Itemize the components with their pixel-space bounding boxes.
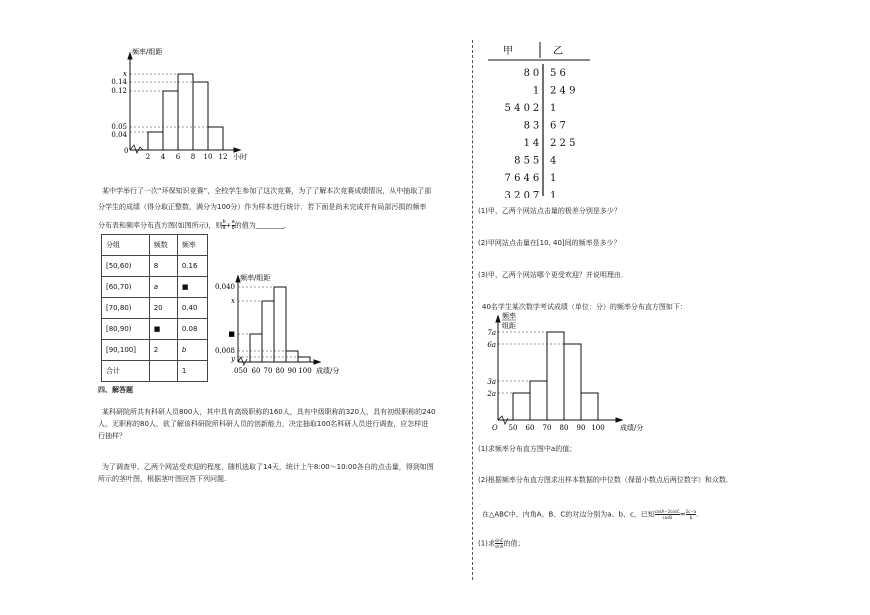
problem1-line3: 分布表和频率分布直方图(如图所示)，则 $\frac{b}{a}$ + $\frac{a}{b}$ 的值为________．: [98, 219, 291, 231]
xtick: 70: [542, 424, 552, 432]
ytick: 2a: [487, 390, 496, 398]
xtick: 50: [238, 367, 248, 375]
table-row: [80,90) ■ 0.08: [102, 319, 208, 340]
stem-leaf-right-leaves: 6 7: [550, 120, 566, 132]
problem3-text: 为了调查甲、乙两个网站受欢迎的程度，随机选取了14天，统计上午8:00～10:00各自的点击量，得到如图 所示的茎叶图，根据茎叶图回答下列问题.: [98, 463, 434, 483]
xtick: 90: [576, 424, 586, 432]
table-header-row: [102, 235, 208, 256]
table-row: 合计 1: [102, 361, 208, 382]
question3-1: (1)甲、乙两个网站点击量的极差分别是多少？: [478, 207, 621, 215]
ytick: 6a: [487, 341, 496, 349]
xtick: 12: [218, 153, 228, 161]
stem-leaf-right-leaves: 1: [550, 103, 557, 114]
fraction: $\frac{b}{a}$: [222, 219, 226, 231]
fraction: $\frac{2c-a}{b}$: [685, 509, 697, 520]
bar-8-10: [193, 82, 208, 150]
table-row: [90,100] 2 b: [102, 340, 208, 361]
y-axis-label: 频率/组距: [132, 48, 163, 56]
y-axis-label: 频率: [502, 312, 516, 320]
stem-leaf-stem: 3: [532, 120, 540, 132]
x-axis-unit: 成绩/分: [620, 424, 644, 432]
xtick: 0: [124, 147, 129, 155]
problem1-line2: 分学生的成绩（得分取正整数，满分为100分）作为样本进行统计．若下面是尚未完成并有局部污损的频率: [98, 203, 427, 211]
stem-leaf-stem: 5: [532, 155, 540, 167]
stem-leaf-head-right: 乙: [553, 46, 563, 57]
xtick: 90: [287, 367, 297, 375]
bar-80-90: [564, 344, 581, 420]
xtick: 8: [190, 153, 196, 161]
stem-leaf-left-leaves: 8 5: [514, 155, 530, 167]
stem-leaf-left-leaves: 8: [523, 120, 530, 132]
stem-leaf-right-leaves: 2 2 5: [550, 138, 576, 149]
xtick: 80: [275, 367, 285, 375]
y-axis-label: 频率/组距: [240, 274, 271, 282]
xtick: 2: [145, 153, 151, 161]
ytick: x: [231, 297, 235, 305]
table-row: [50,60) 8 0.16: [102, 256, 208, 277]
bar-2-4: [148, 132, 163, 150]
stem-leaf-left-leaves: 7 6 4: [504, 173, 530, 184]
stem-leaf-stem: 2: [532, 103, 540, 114]
hours-histogram: [108, 45, 253, 165]
ytick: 3a: [487, 378, 496, 386]
question3-3: (3)甲、乙两个网站哪个更受欢迎？并说明理由．: [478, 271, 628, 279]
stem-leaf-right-leaves: 1: [550, 173, 557, 184]
stem-leaf-plot: [478, 40, 608, 198]
stem-leaf-left-leaves: 1: [523, 138, 530, 149]
bar-6-8: [178, 74, 193, 150]
ytick: 0.040: [214, 283, 235, 291]
stem-leaf-right-leaves: 2 4 9: [550, 85, 576, 97]
stem-leaf-stem: 4: [532, 138, 540, 149]
stem-leaf-right-leaves: 4: [550, 155, 557, 167]
frequency-table: [101, 234, 208, 382]
question4-2: (2)根据频率分布直方图求出样本数据的中位数（保留小数点后两位数字）和众数.: [478, 476, 729, 484]
stem-leaf-stem: 0: [532, 68, 540, 79]
stem-leaf-stem: 1: [532, 85, 540, 97]
x-axis-arrow: [234, 148, 240, 152]
problem5-text: 在△ABC中，内角A、B、C的对边分别为a、b、c，已知 $\frac{\cos A-2\cos C}{\cos B}$ = $\frac{2c-a}{b}$ .: [482, 509, 699, 520]
table-header: 分组: [102, 235, 150, 256]
xtick: 100: [298, 367, 312, 375]
bar-70-80: [547, 332, 564, 420]
xtick: 100: [591, 424, 605, 432]
bar-4-6: [163, 91, 178, 150]
question3-2: (2)甲网站点击量在[10, 40]间的频率是多少？: [478, 239, 621, 247]
stem-leaf-stem: 7: [532, 190, 540, 198]
bar-50-60: [250, 334, 262, 362]
xtick: 6: [175, 153, 181, 161]
xtick: 10: [203, 153, 213, 161]
xtick: 80: [559, 424, 569, 432]
ytick: 0.04: [111, 131, 127, 139]
stem-leaf-stem: 6: [532, 173, 540, 184]
question5-1: (1)求 $\frac{\sin C}{\sin A}$ 的值；: [478, 538, 525, 549]
score-histogram: [212, 270, 352, 382]
math-score-histogram: [478, 308, 673, 438]
bar-80-90: [286, 351, 298, 362]
ytick: 0.12: [111, 87, 127, 95]
section-heading: 四、解答题: [98, 386, 133, 394]
page-divider: [472, 40, 473, 580]
problem2-text: 某科研院所共有科研人员800人，其中具有高级职称的160人，具有中级职称的320人，具有初级职称的240 人，无职称的80人，欲了解该科研院所科研人员的创新能力，决定抽取100名科研人员进行调查，应怎样进 行抽样？: [98, 408, 436, 440]
ytick: 7a: [487, 329, 496, 337]
ytick: x: [123, 70, 127, 78]
stem-leaf-head-left: 甲: [503, 46, 513, 57]
question4-1: (1)求频率分布直方图中a的值；: [478, 445, 577, 453]
problem1-line1: 某中学举行了一次“环保知识竞赛”，全校学生参加了这次竞赛，为了了解本次竞赛成绩情况，从中抽取了部: [102, 187, 432, 195]
problem1-text: [98, 186, 466, 231]
x-axis-unit: 成绩/分: [316, 367, 340, 375]
stem-leaf-left-leaves: 5 4 0: [504, 103, 530, 114]
xtick: 0: [234, 367, 239, 375]
xtick: 50: [508, 424, 518, 432]
xtick: 70: [263, 367, 273, 375]
fraction: $\frac{a}{b}$: [231, 219, 235, 231]
bar-90-100: [298, 357, 310, 362]
bar-60-70: [262, 301, 274, 362]
xtick: 60: [251, 367, 261, 375]
fraction: $\frac{\sin C}{\sin A}$: [494, 538, 504, 549]
xtick: 60: [525, 424, 535, 432]
ytick: ■: [228, 330, 235, 338]
xtick: 4: [160, 153, 166, 161]
stem-leaf-right-leaves: 5 6: [550, 68, 566, 79]
stem-leaf-left-leaves: 3 2 0: [504, 190, 530, 198]
y-axis-label: 组距: [502, 322, 516, 330]
stem-leaf-left-leaves: 8: [523, 68, 530, 79]
ytick: 0.05: [111, 123, 127, 131]
table-header: 频率: [177, 235, 207, 256]
x-axis-unit: 小时: [233, 153, 247, 161]
ytick: y: [231, 355, 235, 363]
xtick: O: [492, 424, 498, 432]
bar-10-12: [208, 127, 223, 150]
stem-leaf-right-leaves: 1: [550, 190, 557, 198]
fraction: $\frac{\cos A-2\cos C}{\cos B}$: [654, 509, 680, 520]
bar-60-70: [530, 381, 547, 420]
bar-50-60: [513, 393, 530, 420]
ytick: 0.008: [214, 347, 235, 355]
problem4-intro: 40名学生某次数学考试成绩（单位：分）的频率分布直方图如下：: [482, 303, 687, 311]
table-row: [60,70) a ■: [102, 277, 208, 298]
ytick: 0.14: [111, 78, 127, 86]
bar-90-100: [581, 393, 598, 420]
table-row: [70,80) 20 0.40: [102, 298, 208, 319]
table-header: 频数: [149, 235, 177, 256]
